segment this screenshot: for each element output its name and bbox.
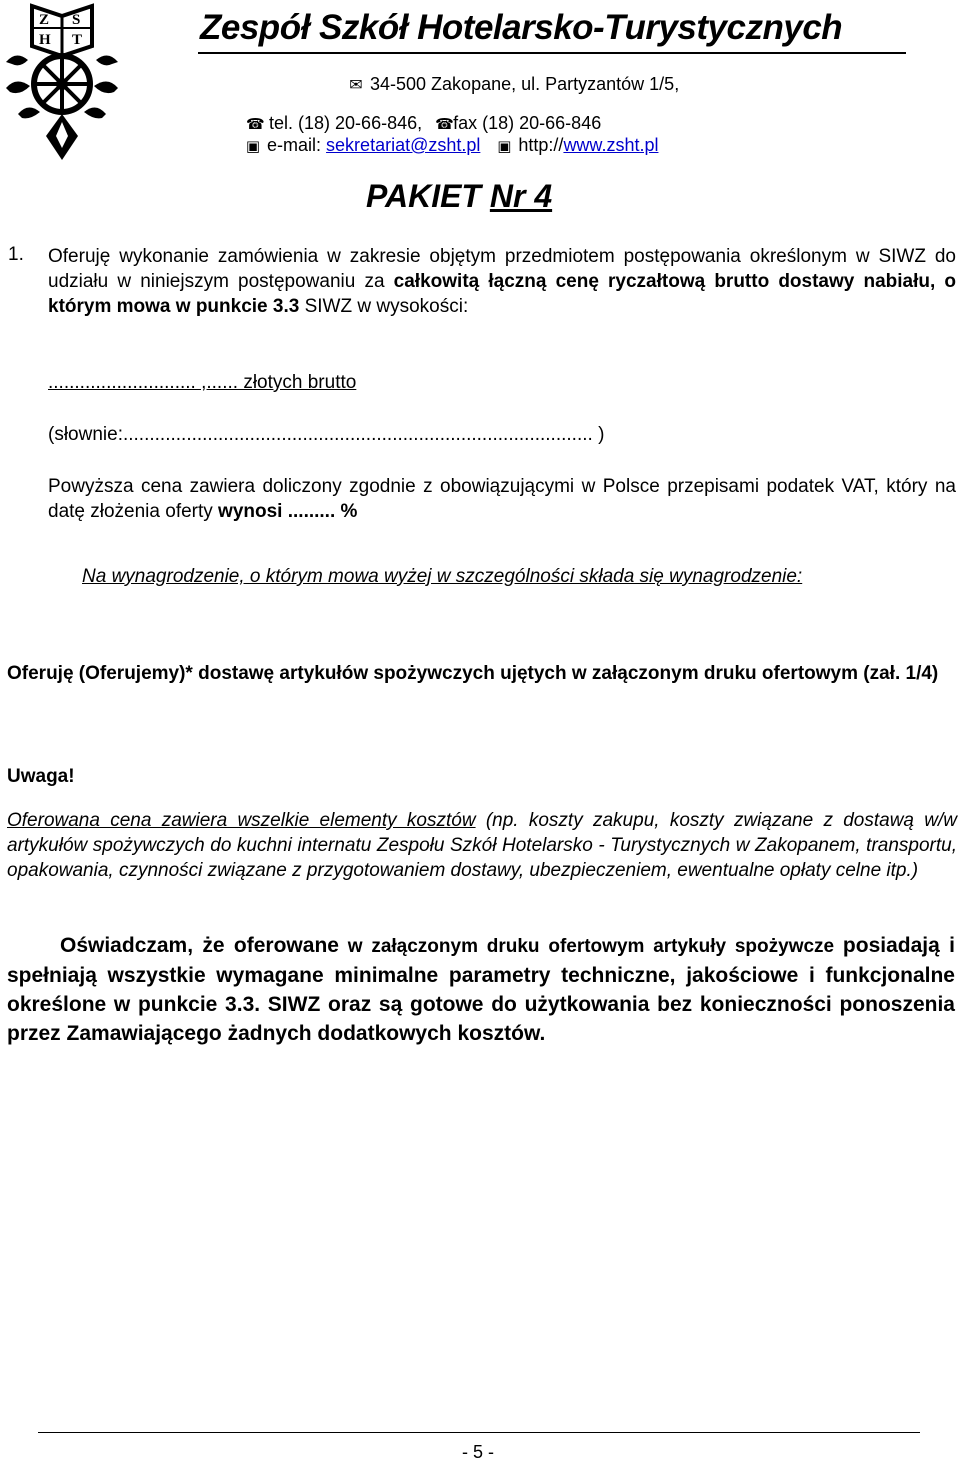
vat-paragraph bbox=[48, 474, 956, 524]
www-prefix: http:// bbox=[518, 135, 564, 155]
package-number: Nr 4 bbox=[489, 178, 553, 214]
section1-text-end: SIWZ w wysokości: bbox=[304, 296, 469, 317]
envelope-icon: ✉ bbox=[349, 77, 363, 94]
telephone-icon: ☎ bbox=[246, 116, 265, 133]
www-link[interactable]: www.zsht.pl bbox=[563, 135, 659, 155]
fax-icon: ☎ bbox=[435, 116, 454, 133]
tel-text: tel. (18) 20-66-846, bbox=[269, 113, 423, 133]
title-underline bbox=[198, 52, 906, 54]
footer-rule bbox=[38, 1432, 920, 1433]
uwaga-text: Uwaga! bbox=[7, 766, 75, 787]
statement-small: w załączonym druku ofertowym artykuły spożywcze bbox=[338, 936, 843, 957]
remuneration-text: Na wynagrodzenie, o którym mowa wyżej w szczególności składa się wynagrodzenie: bbox=[82, 566, 803, 587]
uwaga-underlined: Oferowana cena zawiera wszelkie elementy kosztów bbox=[7, 810, 476, 831]
statement-rest: posiadają i spełniają wszystkie wymagane minimalne parametry techniczne, jakościowe i funkcjonalne określone w punkcie 3.3. SIWZ oraz są gotowe do użytkowania bez konieczności ponoszenia przez Zamawiającego żadnych dodatkowych kosztów. bbox=[7, 934, 955, 1045]
package-title bbox=[366, 178, 552, 215]
slownie-text: (słownie:......................................................................................... ) bbox=[48, 424, 605, 445]
statement-lead: Oświadczam, że oferowane bbox=[60, 934, 339, 957]
section1-bold: całkowitą łączną cenę ryczałtową brutto dostawy nabiału, o którym mowa w punkcie 3.3 bbox=[48, 271, 957, 317]
amount-line bbox=[48, 370, 356, 395]
computer-icon: ▣ bbox=[245, 138, 261, 155]
uwaga-paragraph bbox=[7, 808, 957, 883]
logo-letter-s: S bbox=[72, 12, 81, 28]
section1-text: Oferuję wykonanie zamówienia w zakresie objętym przedmiotem postępowania określonym w SIWZ do udziału w niniejszym postępowaniu za bbox=[48, 246, 956, 292]
fax-text: fax (18) 20-66-846 bbox=[453, 113, 602, 133]
logo-letter-h: H bbox=[39, 32, 51, 48]
email-line bbox=[244, 135, 658, 156]
amount-text: ............................ ,...... złotych brutto bbox=[48, 372, 357, 393]
school-name: Zespół Szkół Hotelarsko-Turystycznych bbox=[200, 8, 843, 47]
uwaga-label bbox=[7, 764, 75, 789]
offer-text: Oferuję (Oferujemy)* dostawę artykułów spożywczych ujętych w załączonym druku ofertowym (zał. 1/4) bbox=[7, 663, 939, 684]
vat-rate: wynosi ......... % bbox=[218, 501, 358, 522]
logo-letter-z: Z bbox=[39, 12, 50, 28]
email-link[interactable]: sekretariat@zsht.pl bbox=[326, 135, 481, 155]
logo-letter-t: T bbox=[72, 32, 83, 48]
address-text: 34-500 Zakopane, ul. Partyzantów 1/5, bbox=[370, 74, 680, 94]
slownie-line bbox=[48, 422, 604, 447]
package-word: PAKIET bbox=[366, 178, 481, 214]
page-number: - 5 - bbox=[462, 1442, 495, 1462]
school-logo bbox=[2, 2, 122, 162]
section1-paragraph bbox=[48, 244, 956, 319]
section-number: 1. bbox=[8, 244, 24, 265]
computer-icon-2: ▣ bbox=[497, 138, 512, 155]
address-line bbox=[346, 74, 679, 95]
uwaga-rest: (np. koszty zakupu, koszty związane z dostawą w/w artykułów spożywczych do kuchni internatu Zespołu Szkół Hotelarsko - Turystycznych w Zakopanem, transportu, opakowania, czynności związane z przygotowaniem dostawy, ubezpieczeniem, ewentualne opłaty celne itp.) bbox=[7, 810, 957, 881]
statement-paragraph bbox=[7, 931, 955, 1048]
remuneration-line bbox=[82, 564, 802, 589]
vat-text: Powyższa cena zawiera doliczony zgodnie z obowiązującymi w Polsce przepisami podatek VAT, który na datę złożenia oferty bbox=[48, 476, 956, 522]
offer-paragraph bbox=[7, 661, 957, 686]
email-label: e-mail: bbox=[267, 135, 322, 155]
phone-line bbox=[246, 113, 601, 134]
